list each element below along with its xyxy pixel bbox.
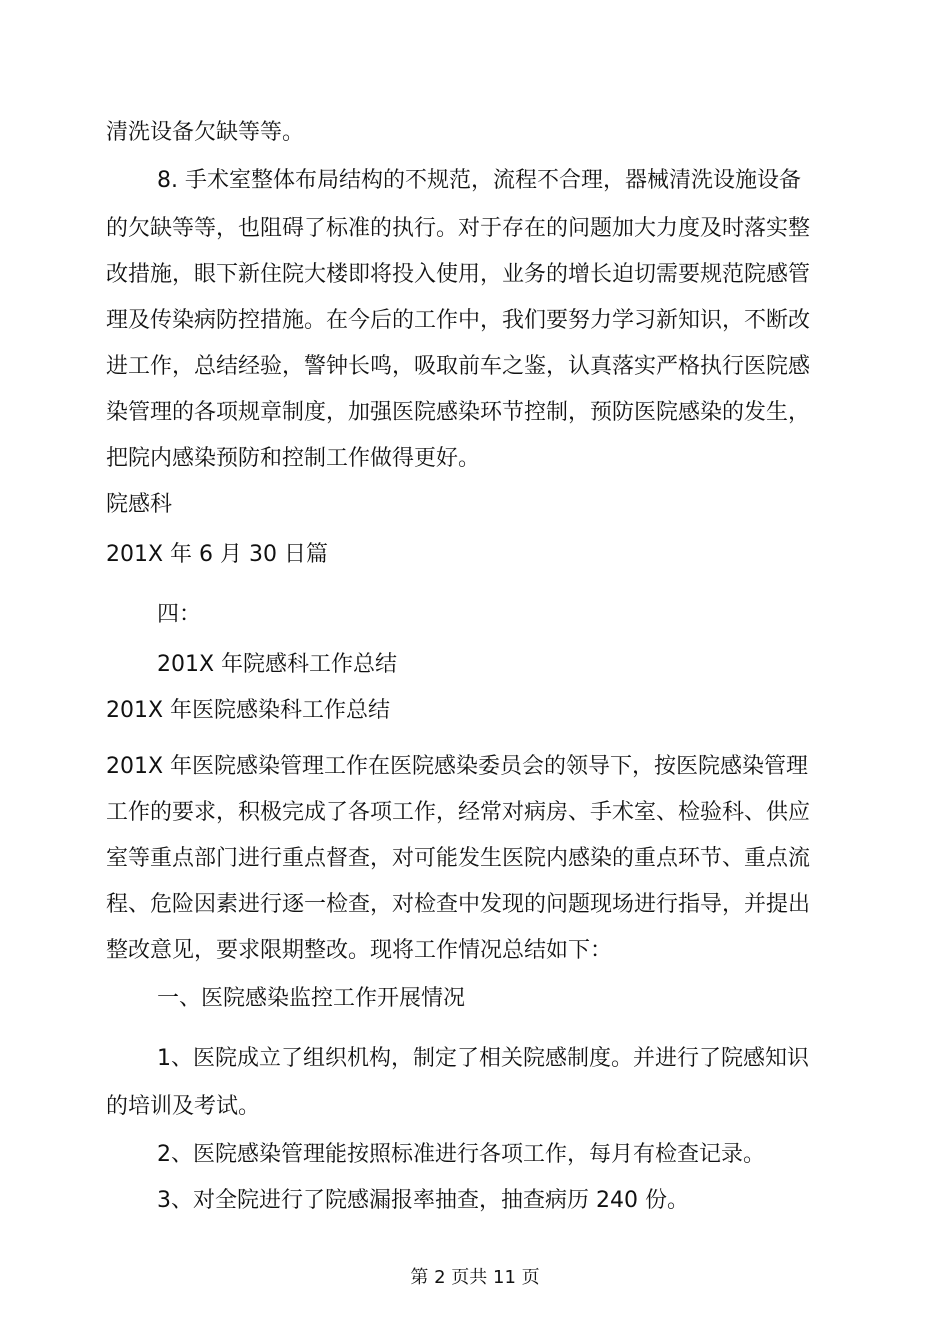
paragraph-line: 进工作，总结经验，警钟长鸣，吸取前车之鉴，认真落实严格执行医院感 [106, 354, 811, 379]
list-item: 3、对全院进行了院感漏报率抽查，抽查病历 240 份。 [157, 1188, 689, 1213]
section-subtitle: 201X 年医院感染科工作总结 [106, 698, 391, 723]
section-title: 201X 年院感科工作总结 [157, 652, 398, 677]
department-signature: 院感科 [106, 492, 173, 517]
paragraph-line: 8. 手术室整体布局结构的不规范，流程不合理，器械清洗设施设备 [157, 168, 801, 193]
paragraph-line: 的欠缺等等，也阻碍了标准的执行。对于存在的问题加大力度及时落实整 [106, 216, 811, 241]
date-line: 201X 年 6 月 30 日篇 [106, 542, 329, 567]
paragraph-line: 理及传染病防控措施。在今后的工作中，我们要努力学习新知识，不断改 [106, 308, 811, 333]
list-item-continuation: 的培训及考试。 [106, 1094, 261, 1119]
list-item: 2、医院感染管理能按照标准进行各项工作，每月有检查记录。 [157, 1142, 765, 1167]
paragraph-line: 把院内感染预防和控制工作做得更好。 [106, 446, 481, 471]
paragraph-line: 改措施，眼下新住院大楼即将投入使用，业务的增长迫切需要规范院感管 [106, 262, 811, 287]
page-footer: 第 2 页共 11 页 [410, 1267, 540, 1288]
paragraph-line: 染管理的各项规章制度，加强医院感染环节控制，预防医院感染的发生， [106, 400, 811, 425]
paragraph-line: 清洗设备欠缺等等。 [106, 120, 305, 145]
paragraph-line: 201X 年医院感染管理工作在医院感染委员会的领导下，按医院感染管理 [106, 754, 809, 779]
heading-line: 一、医院感染监控工作开展情况 [157, 986, 466, 1011]
paragraph-line: 程、危险因素进行逐一检查，对检查中发现的问题现场进行指导，并提出 [106, 892, 811, 917]
paragraph-line: 整改意见，要求限期整改。现将工作情况总结如下： [106, 938, 613, 963]
section-number: 四： [157, 602, 202, 627]
paragraph-line: 工作的要求，积极完成了各项工作，经常对病房、手术室、检验科、供应 [106, 800, 811, 825]
list-item: 1、医院成立了组织机构，制定了相关院感制度。并进行了院感知识 [157, 1046, 809, 1071]
paragraph-line: 室等重点部门进行重点督查，对可能发生医院内感染的重点环节、重点流 [106, 846, 811, 871]
